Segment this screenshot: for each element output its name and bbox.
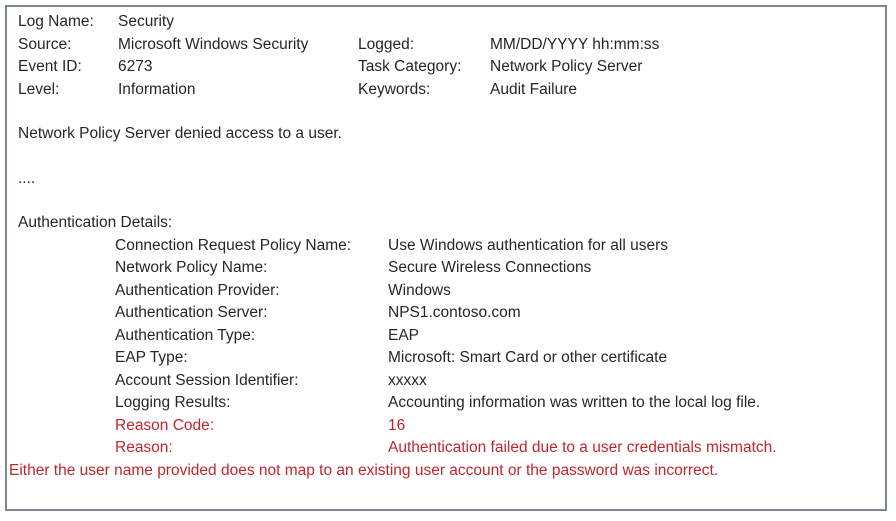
indent-spacer	[18, 325, 115, 348]
detail-label: Authentication Provider:	[115, 281, 280, 299]
field-value: Audit Failure	[490, 80, 578, 98]
header-row	[18, 79, 875, 102]
detail-row-reason	[18, 437, 875, 460]
detail-label: Reason Code:	[115, 416, 215, 434]
header-row	[18, 11, 875, 34]
indent-spacer	[18, 392, 115, 415]
detail-label: Authentication Type:	[115, 326, 256, 344]
detail-value: xxxxx	[388, 371, 427, 389]
field-value: Microsoft Windows Security	[118, 35, 309, 53]
indent-spacer	[18, 302, 115, 325]
field-label: Keywords:	[358, 80, 431, 98]
indent-spacer	[18, 235, 115, 258]
indent-spacer	[18, 370, 115, 393]
field-value: Information	[118, 80, 196, 98]
field-value: Security	[118, 13, 174, 30]
detail-value: Secure Wireless Connections	[388, 259, 592, 276]
indent-spacer	[18, 437, 115, 460]
detail-value: Authentication failed due to a user credentials mismatch.	[388, 439, 777, 456]
detail-row	[18, 280, 875, 303]
field-label: Level:	[18, 80, 60, 98]
header-row	[18, 56, 875, 79]
detail-label: Connection Request Policy Name:	[115, 236, 352, 254]
indent-spacer	[18, 347, 115, 370]
detail-value: Microsoft: Smart Card or other certificate	[388, 349, 668, 366]
detail-value: Accounting information was written to the local log file.	[388, 394, 761, 411]
field-value: 6273	[118, 58, 153, 75]
detail-row	[18, 370, 875, 393]
detail-row	[18, 392, 875, 415]
detail-value: Use Windows authentication for all users	[388, 236, 668, 254]
detail-row	[18, 347, 875, 370]
truncation-ellipsis: ....	[18, 169, 36, 187]
detail-row	[18, 257, 875, 280]
field-label: Event ID:	[18, 58, 82, 75]
auth-details-heading: Authentication Details:	[18, 214, 173, 231]
event-log-box	[5, 5, 887, 511]
detail-value: Windows	[388, 281, 451, 299]
field-value	[490, 11, 875, 34]
detail-label: EAP Type:	[115, 349, 188, 366]
indent-spacer	[18, 415, 115, 438]
field-value: Network Policy Server	[490, 58, 643, 75]
field-label: Logged:	[358, 35, 415, 53]
field-label: Source:	[18, 35, 72, 53]
detail-row-reason-code	[18, 415, 875, 438]
header-row	[18, 34, 875, 57]
reason-explanation: Either the user name provided does not map to an existing user account or the password was incorrect.	[9, 461, 719, 479]
detail-row	[18, 325, 875, 348]
detail-label: Reason:	[115, 439, 173, 456]
detail-value: EAP	[388, 326, 420, 344]
event-description: Network Policy Server denied access to a user.	[18, 125, 342, 142]
detail-label: Account Session Identifier:	[115, 371, 299, 389]
detail-value: NPS1.contoso.com	[388, 304, 521, 321]
detail-label: Logging Results:	[115, 394, 231, 411]
detail-row	[18, 235, 875, 258]
detail-row	[18, 302, 875, 325]
detail-label: Authentication Server:	[115, 304, 268, 321]
field-label	[358, 11, 490, 34]
field-label: Log Name:	[18, 13, 94, 30]
field-value: MM/DD/YYYY hh:mm:ss	[490, 35, 660, 53]
detail-label: Network Policy Name:	[115, 259, 268, 276]
indent-spacer	[18, 280, 115, 303]
indent-spacer	[18, 257, 115, 280]
field-label: Task Category:	[358, 58, 462, 75]
detail-value: 16	[388, 416, 406, 434]
